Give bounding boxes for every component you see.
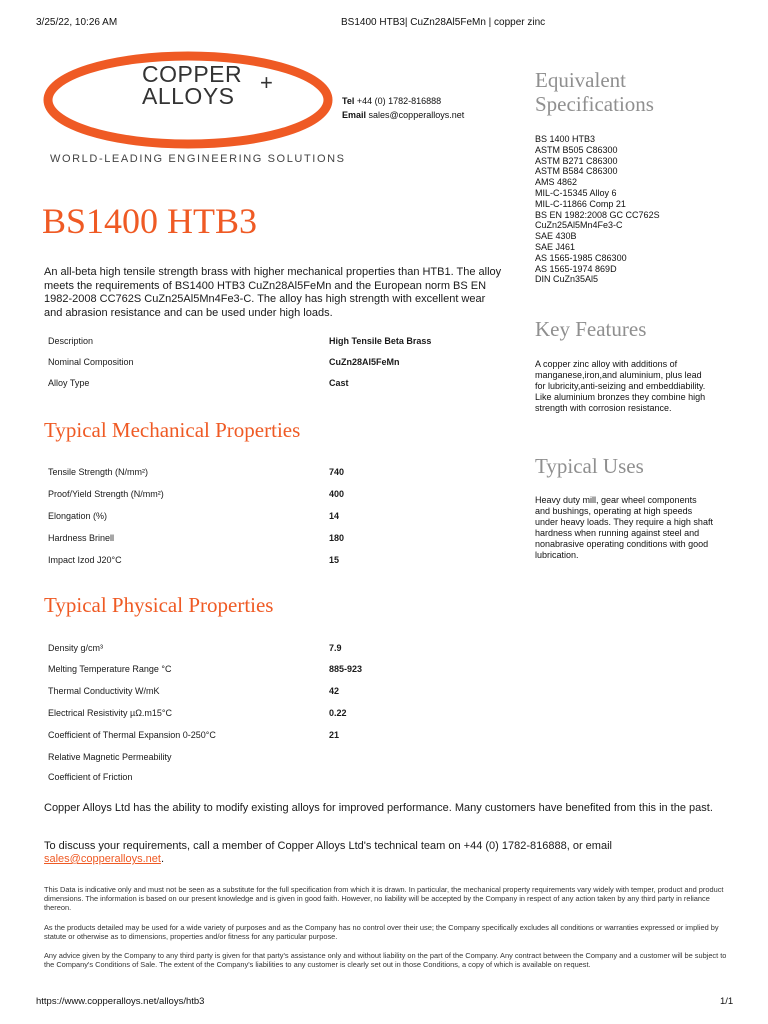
physical-value: 21 xyxy=(329,730,340,740)
mechanical-value: 740 xyxy=(329,467,345,477)
spec-item: AS 1565-1974 869D xyxy=(535,263,617,274)
physical-label: Density g/cm³ xyxy=(48,643,104,653)
general-value: High Tensile Beta Brass xyxy=(329,336,432,346)
mechanical-label: Hardness Brinell xyxy=(48,533,115,543)
mechanical-heading: Typical Mechanical Properties xyxy=(44,418,301,442)
print-footer-page: 1/1 xyxy=(720,996,734,1007)
spec-item: BS EN 1982:2008 GC CC762S xyxy=(535,209,660,220)
email-label: Email xyxy=(342,110,367,120)
mechanical-value: 14 xyxy=(329,511,340,521)
physical-row xyxy=(48,708,468,722)
mechanical-row xyxy=(48,533,468,547)
logo-line-2: ALLOYS xyxy=(142,83,235,109)
print-footer-url[interactable]: https://www.copperalloys.net/alloys/htb3 xyxy=(36,996,205,1007)
general-row xyxy=(48,378,468,392)
disclaimer-paragraph: This Data is indicative only and must not be seen as a substitute for the full specification from which it is drawn. In particular, the mechanical property requirements vary widely with temper, product and product dimensions. The information is based on our present knowledge and is given in good faith. However, no liability will be accepted by the Company in respect of any action taken by any third party in reliance thereon. xyxy=(44,885,724,913)
spec-item: MIL-C-11866 Comp 21 xyxy=(535,198,626,209)
physical-value: 885-923 xyxy=(329,664,363,674)
contact-paragraph-text: To discuss your requirements, call a member of Copper Alloys Ltd's technical team on +44 (0) 1782-816888, or email xyxy=(44,840,612,852)
modify-alloys-paragraph: Copper Alloys Ltd has the ability to modify existing alloys for improved performance. Many customers have benefited from this in the past. xyxy=(44,802,713,814)
logo-wordmark xyxy=(142,63,242,107)
equivalent-heading xyxy=(535,68,654,116)
print-page-title: BS1400 HTB3| CuZn28Al5FeMn | copper zinc xyxy=(341,17,546,28)
contact-phone xyxy=(342,96,441,106)
page-title: BS1400 HTB3 xyxy=(42,201,258,241)
logo-plus-icon: + xyxy=(260,70,273,95)
mechanical-value: 400 xyxy=(329,489,345,499)
physical-value: 0.22 xyxy=(329,708,347,718)
spec-item: CuZn25Al5Mn4Fe3-C xyxy=(535,220,623,231)
contact-email xyxy=(342,110,464,120)
sales-email-link[interactable]: sales@copperalloys.net xyxy=(44,853,161,865)
key-features-text: A copper zinc alloy with additions of manganese,iron,and aluminium, plus lead for lubricity,anti-seizing and embeddiability. Like aluminium bronzes they combine high strength with corrosion resistance. xyxy=(535,359,706,413)
general-label: Description xyxy=(48,336,94,346)
general-row xyxy=(48,336,468,350)
phone-label: Tel xyxy=(342,96,355,106)
mechanical-row xyxy=(48,489,468,503)
mechanical-value: 15 xyxy=(329,555,340,565)
email-address[interactable]: sales@copperalloys.net xyxy=(368,110,465,120)
mechanical-row xyxy=(48,467,468,481)
typical-uses-heading: Typical Uses xyxy=(535,454,644,478)
spec-item: AMS 4862 xyxy=(535,177,578,188)
physical-row xyxy=(48,686,468,700)
physical-label: Coefficient of Thermal Expansion 0-250°C xyxy=(48,730,216,740)
contact-paragraph-end: . xyxy=(160,853,165,865)
spec-item: SAE 430B xyxy=(535,231,577,242)
logo-tagline: WORLD-LEADING ENGINEERING SOLUTIONS xyxy=(50,153,346,165)
contact-paragraph xyxy=(44,840,734,866)
physical-label: Thermal Conductivity W/mK xyxy=(48,686,160,696)
mechanical-label: Proof/Yield Strength (N/mm²) xyxy=(48,489,164,499)
spec-item: BS 1400 HTB3 xyxy=(535,134,596,144)
mechanical-label: Impact Izod J20°C xyxy=(48,555,122,565)
mechanical-label: Tensile Strength (N/mm²) xyxy=(48,467,149,477)
physical-row xyxy=(48,752,468,766)
intro-paragraph: An all-beta high tensile strength brass with higher mechanical properties than HTB1. The alloy meets the requirements of BS1400 HTB3 CuZn28Al5FeMn and the European norm BS EN 1982-2008 CC762S CuZn25Al5Mn4Fe3-C. The alloy has high strength with excellent wear and abrasion resistance and can be used under high loads. xyxy=(44,266,502,319)
equivalent-heading-line-2: Specifications xyxy=(535,92,654,116)
physical-label: Coefficient of Friction xyxy=(48,772,133,782)
spec-item: ASTM B271 C86300 xyxy=(535,155,618,166)
print-datetime: 3/25/22, 10:26 AM xyxy=(36,17,118,28)
physical-label: Melting Temperature Range °C xyxy=(48,664,172,674)
spec-item: ASTM B584 C86300 xyxy=(535,166,618,177)
physical-label: Relative Magnetic Permeability xyxy=(48,752,172,762)
general-row xyxy=(48,357,468,371)
mechanical-value: 180 xyxy=(329,533,345,543)
general-label: Alloy Type xyxy=(48,378,90,388)
key-features-heading: Key Features xyxy=(535,317,647,341)
physical-row xyxy=(48,730,468,744)
physical-value: 42 xyxy=(329,686,340,696)
spec-item: SAE J461 xyxy=(535,241,576,252)
physical-row xyxy=(48,664,468,678)
mechanical-row xyxy=(48,511,468,525)
general-value: CuZn28Al5FeMn xyxy=(329,357,400,367)
equivalent-spec-list xyxy=(535,134,660,285)
mechanical-label: Elongation (%) xyxy=(48,511,108,521)
spec-item: AS 1565-1985 C86300 xyxy=(535,252,627,263)
equivalent-heading-line-1: Equivalent xyxy=(535,68,626,92)
typical-uses-text: Heavy duty mill, gear wheel components and bushings, operating at high speeds under heavy loads. They require a high shaft hardness when running against steel and nonabrasive operating conditions with good lubrication. xyxy=(535,495,713,560)
spec-item: MIL-C-15345 Alloy 6 xyxy=(535,187,617,198)
general-value: Cast xyxy=(329,378,349,388)
physical-row xyxy=(48,643,468,657)
mechanical-row xyxy=(48,555,468,569)
spec-item: ASTM B505 C86300 xyxy=(535,144,618,155)
disclaimer-paragraph: As the products detailed may be used for a wide variety of purposes and as the Company has no control over their use; the Company specifically excludes all conditions or warranties expressed or implied by statute or otherwise as to dimensions, properties and/or fitness for any particular purpose. xyxy=(44,923,719,942)
spec-item: DIN CuZn35Al5 xyxy=(535,274,599,285)
logo-line-1: COPPER xyxy=(142,61,243,87)
physical-value: 7.9 xyxy=(329,643,342,653)
general-label: Nominal Composition xyxy=(48,357,134,367)
disclaimer-paragraph: Any advice given by the Company to any third party is given for that party's assistance only and without liability on the part of the Company. Any contract between the Company and a customer will be subject to the Company's Conditions of Sale. The extent of the Company's liabilities to any customer is clearly set out in those Conditions, a copy of which is available on request. xyxy=(44,951,727,970)
physical-heading: Typical Physical Properties xyxy=(44,593,274,617)
phone-number[interactable]: +44 (0) 1782-816888 xyxy=(356,96,442,106)
company-logo[interactable] xyxy=(38,50,338,150)
physical-label: Electrical Resistivity µΩ.m15°C xyxy=(48,708,173,718)
physical-row xyxy=(48,772,468,786)
